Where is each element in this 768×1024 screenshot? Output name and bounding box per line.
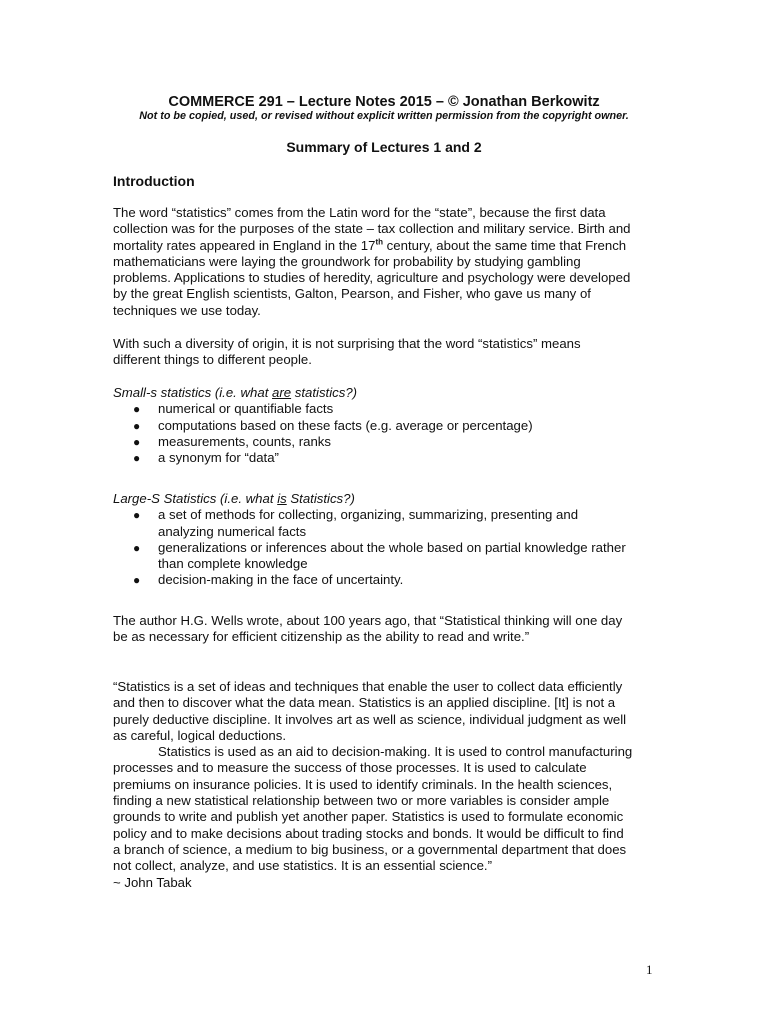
text-line: processes and to measure the success of those processes. It is used to calculate	[113, 760, 587, 776]
summary-title: Summary of Lectures 1 and 2	[286, 139, 482, 155]
tabak-quote	[113, 679, 658, 891]
page-number: 1	[646, 962, 653, 977]
text-line: techniques we use today.	[113, 302, 261, 318]
text-line: problems. Applications to studies of heredity, agriculture and psychology were developed	[113, 270, 631, 286]
list-item: ● computations based on these facts (e.g. average or percentage)	[133, 417, 533, 433]
text-line: The author H.G. Wells wrote, about 100 years ago, that “Statistical thinking will one day	[113, 613, 623, 628]
text-line: as careful, logical deductions.	[113, 727, 287, 743]
text-line: collection was for the purposes of the state – tax collection and military service. Birth and	[113, 221, 631, 237]
text-line: policy and to make decisions about trading stocks and bonds. It would be difficult to find	[113, 825, 624, 841]
list-item: ● numerical or quantifiable facts	[133, 401, 334, 417]
wells-paragraph	[113, 613, 658, 646]
list-item: ● a set of methods for collecting, organizing, summarizing, presenting and analyzing numerical facts	[133, 507, 579, 539]
text-line: grounds to write and publish yet another paper. Statistics is used to formulate economic	[113, 809, 624, 825]
bullet-icon: ●	[133, 418, 141, 433]
text-line: mortality rates appeared in England in the 17th century, about the same time that French	[113, 237, 627, 253]
copyright-notice: Not to be copied, used, or revised without explicit written permission from the copyright owner.	[139, 110, 629, 122]
list-item: ● decision-making in the face of uncertainty.	[133, 572, 404, 588]
text-line: be as necessary for efficient citizenship as the ability to read and write.”	[113, 629, 530, 645]
list-item: ● measurements, counts, ranks	[133, 433, 331, 449]
small-s-list	[113, 401, 658, 466]
quote-attribution: ~ John Tabak	[113, 874, 192, 890]
text-line: premiums on insurance policies. It is used to identify criminals. In the health sciences,	[113, 776, 613, 792]
list-item: ● a synonym for “data”	[133, 450, 279, 466]
bullet-icon: ●	[133, 573, 141, 588]
large-s-heading: Large-S Statistics (i.e. what is Statistics?)	[113, 491, 355, 506]
ordinal-suffix: th	[375, 237, 384, 247]
text-line: The word “statistics” comes from the Latin word for the “state”, because the first data	[113, 205, 606, 220]
small-s-heading: Small-s statistics (i.e. what are statistics?)	[113, 385, 358, 400]
text-line: finding a new statistical relationship between two or more variables is consider ample	[113, 793, 610, 809]
large-s-section	[113, 491, 658, 589]
text-line: a branch of science, a medium to big business, or a governmental department that does	[113, 841, 627, 857]
text-line: Statistics is used as an aid to decision-making. It is used to control manufacturing	[158, 744, 633, 760]
bullet-icon: ●	[133, 402, 141, 417]
document-title: COMMERCE 291 – Lecture Notes 2015 – © Jonathan Berkowitz	[168, 94, 600, 110]
bullet-icon: ●	[133, 540, 141, 555]
bullet-icon: ●	[133, 451, 141, 466]
text-line: With such a diversity of origin, it is not surprising that the word “statistics” means	[113, 336, 581, 351]
intro-paragraph	[113, 205, 658, 319]
diversity-paragraph	[113, 336, 658, 369]
small-s-section	[113, 385, 658, 466]
section-heading-introduction: Introduction	[113, 173, 195, 189]
bullet-icon: ●	[133, 508, 141, 523]
text-line: mathematicians were laying the groundwork for probability by studying gambling	[113, 253, 581, 269]
text-line: and then to discover what the data mean. Statistics is an applied discipline. [It] is not a	[113, 695, 616, 711]
large-s-list	[113, 507, 658, 588]
bullet-icon: ●	[133, 434, 141, 449]
text-line: not collect, analyze, and use statistics. It is an essential science.”	[113, 858, 492, 874]
text-line: different things to different people.	[113, 352, 312, 368]
text-line: purely deductive discipline. It involves art as well as science, individual judgment as well	[113, 711, 627, 727]
text-line: “Statistics is a set of ideas and techniques that enable the user to collect data efficiently	[113, 679, 623, 694]
text-line: by the great English scientists, Galton, Pearson, and Fisher, who gave us many of	[113, 286, 591, 302]
list-item: ● generalizations or inferences about the whole based on partial knowledge rather than complete knowledge	[133, 539, 626, 572]
